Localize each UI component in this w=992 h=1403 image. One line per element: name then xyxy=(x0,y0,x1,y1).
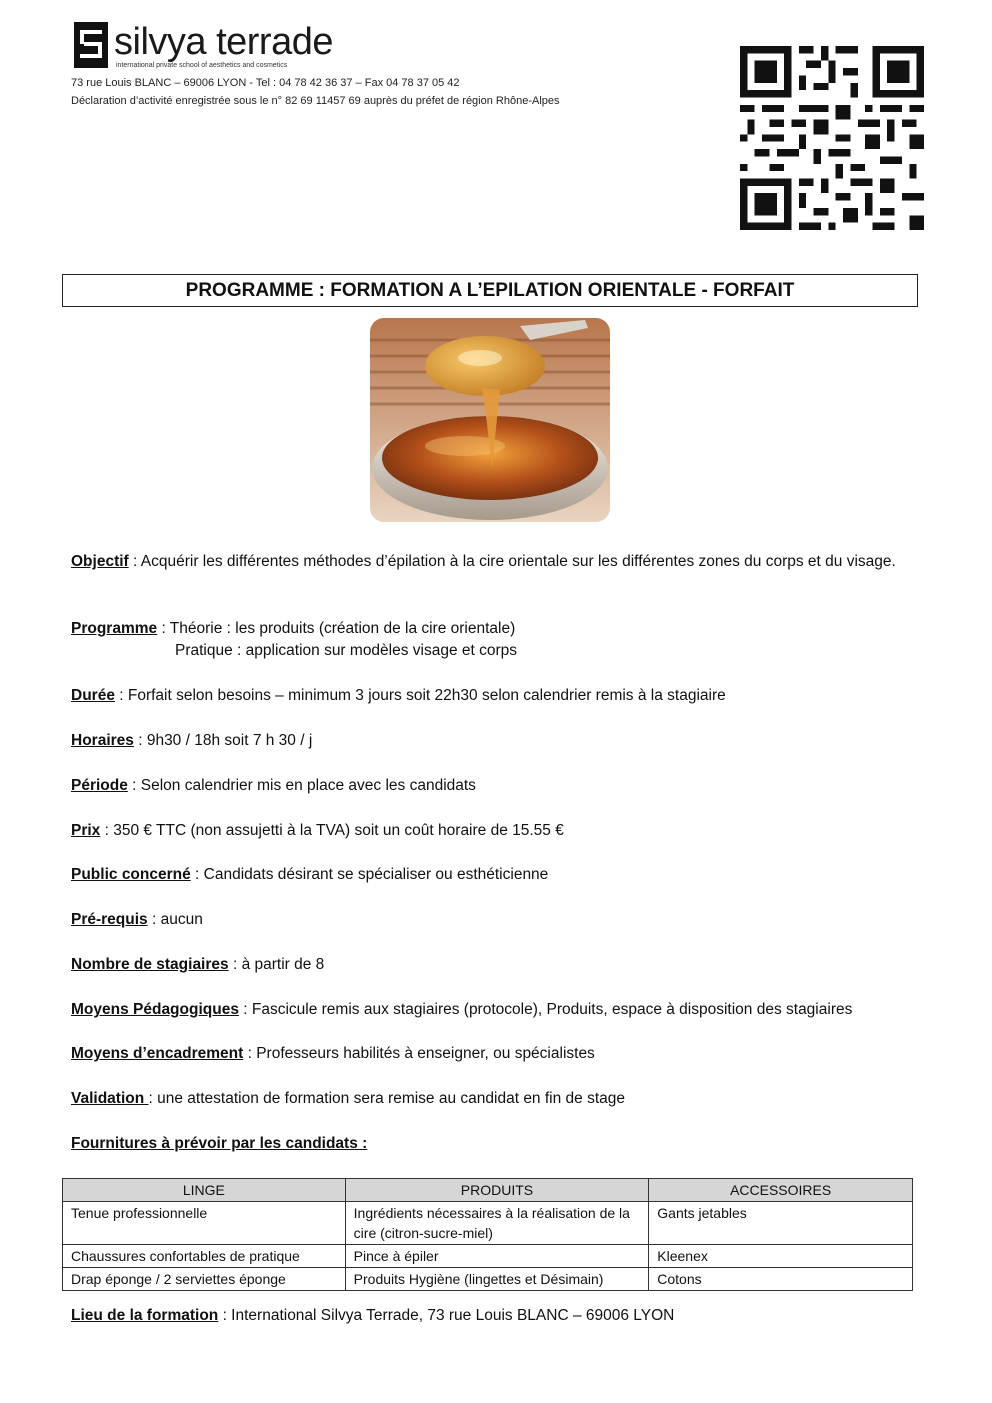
table-header-row xyxy=(63,1179,913,1202)
logo-wordmark: silvya terrade xyxy=(114,21,333,63)
logo-tagline: international private school of aesthetics and cosmetics xyxy=(116,62,288,69)
section-nombre xyxy=(71,954,931,976)
table-row xyxy=(63,1268,913,1291)
moyens-enc-text: : Professeurs habilités à enseigner, ou spécialistes xyxy=(243,1045,595,1062)
page-title: PROGRAMME : FORMATION A L’EPILATION ORIENTALE - FORFAIT xyxy=(62,274,918,307)
table-cell: Drap éponge / 2 serviettes éponge xyxy=(63,1268,346,1291)
duree-text: : Forfait selon besoins – minimum 3 jours soit 22h30 selon calendrier remis à la stagiaire xyxy=(114,687,726,704)
qr-code-icon xyxy=(740,46,924,230)
periode-text: : Selon calendrier mis en place avec les candidats xyxy=(127,777,476,794)
validation-label: Validation xyxy=(71,1090,149,1107)
activity-declaration: Déclaration d’activité enregistrée sous le n° 82 69 11457 69 auprès du préfet de région Rhône-Alpes xyxy=(71,95,560,107)
moyens-enc-label: Moyens d’encadrement xyxy=(71,1045,244,1062)
programme-pratique: Pratique : application sur modèles visage et corps xyxy=(175,642,518,659)
table-cell: Tenue professionnelle xyxy=(63,1202,346,1245)
nombre-label: Nombre de stagiaires xyxy=(71,956,229,973)
section-periode xyxy=(71,775,931,797)
horaires-label: Horaires xyxy=(71,732,134,749)
table-cell: Pince à épiler xyxy=(345,1245,649,1268)
validation-text: : une attestation de formation sera remise au candidat en fin de stage xyxy=(148,1090,626,1107)
section-fournitures xyxy=(71,1133,931,1155)
duree-label: Durée xyxy=(71,687,115,704)
table-cell: Kleenex xyxy=(649,1245,913,1268)
prix-label: Prix xyxy=(71,822,101,839)
public-label: Public concerné xyxy=(71,866,191,883)
section-programme xyxy=(71,618,931,662)
wax-bowl-photo xyxy=(370,318,610,522)
table-row xyxy=(63,1245,913,1268)
supplies-table xyxy=(62,1178,913,1291)
section-moyens-pedagogiques xyxy=(71,999,931,1021)
prerequis-text: : aucun xyxy=(147,911,203,928)
table-cell: Produits Hygiène (lingettes et Désimain) xyxy=(345,1268,649,1291)
table-cell: Cotons xyxy=(649,1268,913,1291)
section-lieu xyxy=(71,1305,931,1327)
section-prerequis xyxy=(71,909,931,931)
section-horaires xyxy=(71,730,931,752)
prix-text: : 350 € TTC (non assujetti à la TVA) soit un coût horaire de 15.55 € xyxy=(100,822,564,839)
objectif-label: Objectif xyxy=(71,553,129,570)
programme-theorie: : Théorie : les produits (création de la cire orientale) xyxy=(157,620,516,637)
public-text: : Candidats désirant se spécialiser ou esthéticienne xyxy=(190,866,549,883)
moyens-peda-label: Moyens Pédagogiques xyxy=(71,1001,239,1018)
moyens-peda-text: : Fascicule remis aux stagiaires (protocole), Produits, espace à disposition des stagiaires xyxy=(238,1001,853,1018)
prerequis-label: Pré-requis xyxy=(71,911,148,928)
table-cell: Ingrédients nécessaires à la réalisation de la cire (citron-sucre-miel) xyxy=(345,1202,649,1245)
table-cell: Gants jetables xyxy=(649,1202,913,1245)
horaires-text: : 9h30 / 18h soit 7 h 30 / j xyxy=(133,732,313,749)
nombre-text: : à partir de 8 xyxy=(228,956,325,973)
section-duree xyxy=(71,685,931,707)
fournitures-label: Fournitures à prévoir par les candidats : xyxy=(71,1135,368,1152)
section-moyens-encadrement xyxy=(71,1043,931,1065)
programme-label: Programme xyxy=(71,620,158,637)
section-objectif xyxy=(71,551,931,573)
table-header-produits: PRODUITS xyxy=(345,1179,649,1202)
periode-label: Période xyxy=(71,777,128,794)
section-public xyxy=(71,864,931,886)
table-row xyxy=(63,1202,913,1245)
section-prix xyxy=(71,820,931,842)
lieu-label: Lieu de la formation xyxy=(71,1307,219,1324)
section-validation xyxy=(71,1088,931,1110)
lieu-text: : International Silvya Terrade, 73 rue Louis BLANC – 69006 LYON xyxy=(218,1307,675,1324)
table-header-linge: LINGE xyxy=(63,1179,346,1202)
school-address: 73 rue Louis BLANC – 69006 LYON - Tel : 04 78 42 36 37 – Fax 04 78 37 05 42 xyxy=(71,77,460,89)
table-cell: Chaussures confortables de pratique xyxy=(63,1245,346,1268)
table-header-accessoires: ACCESSOIRES xyxy=(649,1179,913,1202)
logo-mark-icon xyxy=(74,22,108,68)
objectif-text: : Acquérir les différentes méthodes d’épilation à la cire orientale sur les différentes zones du corps et du visage. xyxy=(128,553,896,570)
